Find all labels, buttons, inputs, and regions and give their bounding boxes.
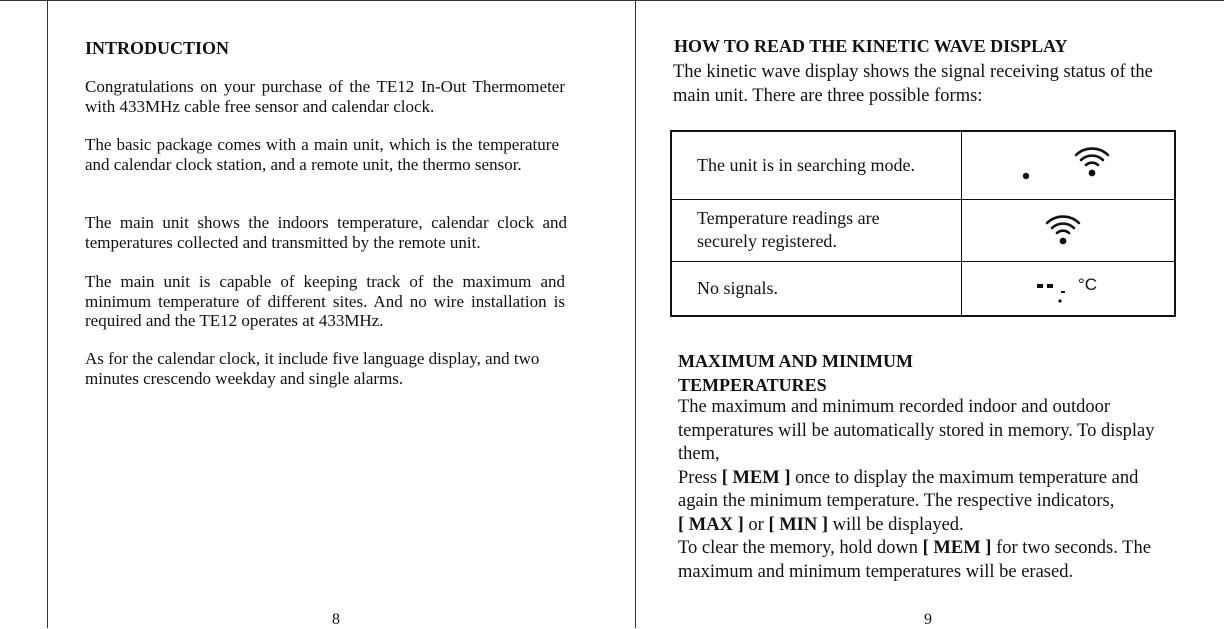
kinetic-intro-line-2: main unit. There are three possible forms:	[673, 85, 983, 106]
row-description-searching: The unit is in searching mode.	[671, 131, 962, 199]
max-min-line-1: The maximum and minimum recorded indoor and outdoor	[678, 397, 1111, 417]
max-button-label: [ MAX ]	[678, 514, 744, 535]
row-description-no-signal: No signals.	[671, 261, 962, 316]
kinetic-intro-line-1: The kinetic wave display shows the signal receiving status of the	[673, 62, 1153, 82]
signal-wave-icon	[962, 199, 1176, 261]
max-min-line-2: temperatures will be automatically stored in memory. To display	[678, 420, 1155, 441]
max-min-line-3: them,	[678, 444, 720, 464]
signal-searching-icon	[962, 131, 1176, 199]
table-row	[671, 199, 1175, 261]
min-button-label: [ MIN ]	[768, 514, 829, 535]
max-min-heading-line-1: MAXIMUM AND MINIMUM	[678, 351, 913, 371]
kinetic-wave-table	[670, 130, 1176, 317]
kinetic-intro	[673, 61, 1203, 108]
intro-paragraph-2: The basic package comes with a main unit, which is the temperature and calendar clock station, and a remote unit, the thermo sensor.	[85, 135, 559, 174]
max-min-line-6: [ MAX ] or [ MIN ] will be displayed.	[678, 514, 964, 535]
no-signal-icon	[962, 261, 1176, 316]
max-min-line-8: maximum and minimum temperatures will be erased.	[678, 561, 1074, 582]
intro-paragraph-5: As for the calendar clock, it include five language display, and two minutes crescendo weekday and single alarms.	[85, 349, 540, 388]
max-min-body	[678, 396, 1208, 584]
celsius-unit-label: °C	[1078, 274, 1098, 294]
kinetic-wave-heading: HOW TO READ THE KINETIC WAVE DISPLAY	[674, 36, 1068, 56]
intro-paragraph-3: The main unit shows the indoors temperature, calendar clock and temperatures collected and transmitted by the remote unit.	[85, 213, 567, 252]
page-number-right: 9	[924, 611, 932, 628]
mem-button-label: [ MEM ]	[922, 538, 992, 558]
intro-paragraph-4: The main unit is capable of keeping track of the maximum and minimum temperature of different sites. And no wire installation is required and the TE12 operates at 433MHz.	[85, 272, 565, 330]
max-min-line-7: To clear the memory, hold down [ MEM ] for two seconds. The	[678, 538, 1151, 558]
introduction-heading: INTRODUCTION	[85, 38, 230, 58]
max-min-line-4: Press [ MEM ] once to display the maximum temperature and	[678, 467, 1139, 488]
max-min-heading-line-2: TEMPERATURES	[678, 375, 827, 395]
mem-button-label: [ MEM ]	[721, 467, 791, 488]
right-page	[636, 0, 1224, 628]
page-number-left: 8	[332, 611, 340, 628]
left-page	[48, 0, 636, 628]
table-row	[671, 131, 1175, 199]
row-description-registered: Temperature readings are securely registered.	[671, 199, 962, 261]
intro-paragraph-1: Congratulations on your purchase of the TE12 In-Out Thermometer with 433MHz cable free sensor and calendar clock.	[85, 77, 565, 116]
max-min-heading	[678, 349, 913, 397]
table-row	[671, 261, 1175, 316]
max-min-line-5: again the minimum temperature. The respective indicators,	[678, 491, 1115, 511]
